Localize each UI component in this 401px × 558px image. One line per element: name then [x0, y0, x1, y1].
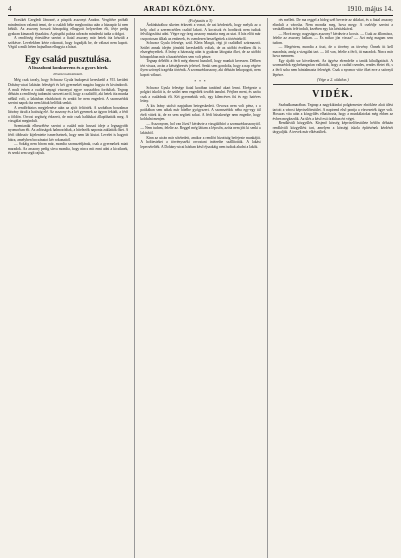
section-separator: * * * — [194, 79, 207, 84]
col2-paragraph-6: — Asszonyom, hol van Józsi? kérdezte a vizsgálóbíró a szomszédasszonytól. — Nem tudom, felelte az. Reggel még láttam a lépcsőn, azóta nem jött ki senki a lakásból. — [140, 121, 261, 136]
col2-paragraph-7: Kinn az utcán már sötétedett, amikor a rendőri bizottság befejezte munkáját. A holttesteket a törvényszéki orvostani intézetbe szállították. A lakást lepecsételték. A Dohány-utcai házban késő éjszakáig nem tudtak aludni a lakók. — [140, 135, 261, 149]
column-2 — [134, 18, 260, 558]
col3-paragraph-1: rés mellett. De ma reggel a hideg szél beverte az ablakot, és a fiatal asszony elindult a városba. Nem mondta meg, hova megy. A cselédje szerint a vasútállomás felé indult, kezében egy kis kézitáskával. — [272, 18, 393, 32]
column-3 — [267, 18, 393, 558]
columns — [8, 18, 393, 558]
col2-paragraph-3: Tegnap délelőtt a férfi még elment hazulról, hogy munkát keressen. Délben tért vissza, arcán a kétségbeesés jeleivel. Senki sem gondolta, hogy a nap végére ilyen szörnyű tragédia történik. A szomszédasszony, aki délután bekopogott, nem kapott választ. — [140, 59, 261, 78]
column-1 — [8, 18, 128, 558]
col3-dialog-2: — Megértem, mondta a tiszt, de a törvény az törvény. Önnek itt kell maradnia, amíg a vizsgálat tart. — Jól van, felelte a férfi, itt maradok. Nincs már hova mennem. — [272, 45, 393, 59]
end-note: (Vége a 2. oldalon.) — [316, 77, 349, 83]
article-byline: Pénteki tudósítónktól. — [53, 72, 83, 77]
col2-paragraph-1: Árdánházához siketen érkezett a vonat, de azt kérdezték, hogy melyik az a hely, ahol a szerencsétlen család lakott. A kocsisok és hordárok nem tudtak felvilágosítást adni. Végre egy öreg asszony mutatta meg az utat. A ház előtt már csoportosan álltak az emberek, és csendesen beszélgettek a történtekről. — [140, 23, 261, 41]
article-paragraph: Még csak tavaly, hogy Schwarz Gyula budapesti kereskedő a VII. kerületi Dohány-utcai lakásán feleségét és két gyermekét magára hagyta és kivándorolt. A mult évben a család anyagi viszonyai egyre rosszabbra fordultak. Tegnap délután a rendőrség tudomást szerzett arról, hogy a családfő, aki hetek óta munka nélkül volt, a lakásban elzárkózott és senkit be nem engedett. A szomszédok szerint napok óta nem láttak belőlük senkit. — [8, 78, 129, 106]
col3-paragraph-3: Szabadkamarában. Tegnap a nagykikindai polgármester elnöklete alatt ülést tartott a városi képviselőtestület. A napirend első pontja a vízvezeték ügye volt. Hosszas vita után a közgyűlés elhatározta, hogy a munkálatokat még ebben az évben megkezdik. Az ülés a késő esti órákban ért véget. — [272, 103, 393, 121]
divider — [273, 84, 393, 85]
newspaper-title: ARADI KÖZLÖNY. — [143, 5, 216, 13]
col2-paragraph-5: A kis leány utolsó napjaiban betegeskedett. Orvosra nem volt pénz, s a patikában sem adtak már hitelbe gyógyszert. A szomszédok néha egy-egy tál ételt vittek át, de ez sem segített sokat. A férfi büszkesége nem engedte, hogy koldulni menjen. — [140, 103, 261, 122]
col2-paragraph-4: Schwarz Gyula felesége fiatal korában tanítónő akart lenni. Elvégezte a polgári iskolát is, de szülei nem engedték tovább tanulni. Férjhez ment, és azóta csak a családnak élt. Két gyermekük volt, egy kilencéves fiú és egy hatéves leány. — [140, 85, 261, 104]
lead-paragraph: Erzsikét Czegledi Jánosné, a püspök asszonyt Aradon. Vergődve próbált mindenáron valamit tenni, de a családi béke megbontása után a házaspár ki nem békült. Az asszony hosszú hónapokig elhagyott helyzetben élt, férje pedig gyakran kimaradt éjszakára. A püspöki palota udvarán mindenki tudta a dolgot. — [8, 18, 129, 36]
lead-paragraph-2: A rendőrség értesülése szerint a fiatal asszony már hetek óta készült a szökésre. Levelekben kérte rokonait, hogy fogadják be, de választ nem kapott. Végül a múlt héten hajnalban elhagyta a házat. — [8, 36, 129, 50]
page-number: 4 — [8, 5, 12, 13]
article-paragraph-3: Szemtanúk elbeszélése szerint a család már hosszú ideje a legnagyobb nyomorban élt. Az adósságok halmozódtak, a hitelezők naponta zaklatták őket. A férfi többször kijelentette ismerőseinek, hogy nem lát kiutat. Levelet is hagyott hátra, amelyben bocsánatot kér rokonaitól. — [8, 123, 129, 142]
page-header — [8, 5, 393, 16]
article-paragraph-2: A rendőrbiztos megjelenése után az ajtót feltörték. A szobában borzalmas látvány tárult a hatóság elé. Az asszony és a két gyermek az ágyon feküdt, a férfi a földön. Orvosi segítség érkezett, de már csak halálukat állapíthatták meg. A vizsgálat megindult. — [8, 105, 129, 124]
article-dialog: — Sokáig nem bírom már, mondta szomszédjának, csak a gyermekek miatt maradok. Az asszony pedig sírva mondta, hogy nincs mit enni adni a kicsiknek, és senki sem segít rajtuk. — [8, 142, 129, 156]
continuation-tag: (Folytatás a 3) — [188, 18, 213, 23]
issue-date: 1910. május 14. — [347, 5, 393, 13]
col3-dialog-1: — Hová megy, nagyságos asszony? kérdezte a kocsis. — Csak az állomásra, felelte az asszony halkan. — És mikor jön vissza? — Azt még magam sem tudom. — [272, 31, 393, 45]
section-heading-videk: VIDÉK. — [312, 89, 354, 101]
col2-paragraph-2: Schwarz Gyula felesége, szül. Klein Margit, régi jó családból származott. Szülei annak idején jómódú kereskedők voltak, de az utóbbi években ők is elszegényedtek. A leány a házasság után is gyakran látogatta őket, de az utóbbi hónapokban már a hazatéréshez sem volt pénze. — [140, 41, 261, 59]
col3-paragraph-2: Egy újabb sor következett. Az ügyész elrendelte a tanúk kihallgatását. A szomszédok egybehangzóan vallották, hogy a család csendes, rendes életet élt, s a férfi soha nem bántalmazta feleségét. Csak a nyomor vitte őket erre a szörnyű lépésre. — [272, 58, 393, 77]
col3-paragraph-4: Rendkívüli közgyűlés. Kisjenő község képviselőtestülete hétfőn délután rendkívüli közgyűlést tart, amelyen a községi iskola építésének kérdését tárgyalják. A tervek már elkészültek. — [272, 121, 393, 135]
article-subheadline: A lisszaboni konkurrens és a gyors hírek. — [27, 64, 109, 70]
article-headline: Egy család pusztulása. — [25, 53, 112, 64]
